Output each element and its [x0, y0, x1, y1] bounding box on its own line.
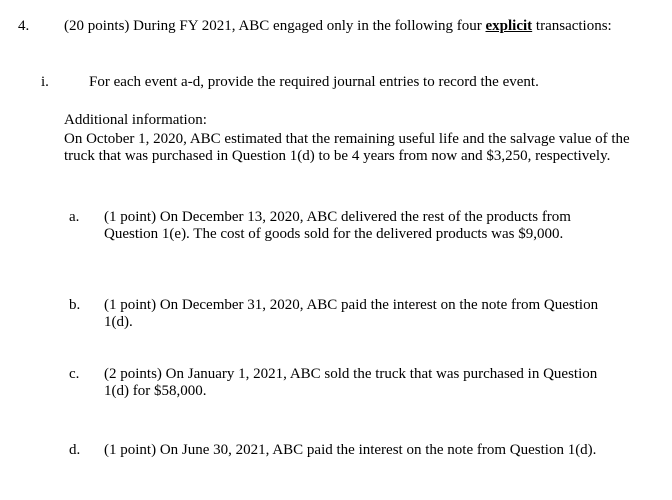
additional-info-body: On October 1, 2020, ABC estimated that the remaining useful life and the salvage value of the truck that was purchased in Question 1(d) to be 4 years from now and $3,250, respectively. [64, 131, 630, 164]
event-c-text: (2 points) On January 1, 2021, ABC sold the truck that was purchased in Question 1(d) for $58,000. [104, 366, 598, 399]
subquestion-number: i. [41, 74, 49, 90]
subquestion-text: For each event a-d, provide the required journal entries to record the event. [89, 74, 539, 90]
additional-info-title: Additional information: [64, 112, 207, 128]
question-text-before: (20 points) During FY 2021, ABC engaged only in the following four [64, 18, 486, 34]
event-d-text: (1 point) On June 30, 2021, ABC paid the interest on the note from Question 1(d). [104, 442, 597, 458]
question-text-after: transactions: [532, 18, 612, 34]
event-b-letter: b. [69, 297, 81, 313]
question-emphasis: explicit [485, 18, 533, 34]
event-a-text: (1 point) On December 13, 2020, ABC delivered the rest of the products from Question 1(e). The cost of goods sold for the delivered products was $9,000. [104, 209, 571, 242]
question-number: 4. [18, 18, 30, 34]
event-d-letter: d. [69, 442, 81, 458]
event-a-letter: a. [69, 209, 80, 225]
event-c-letter: c. [69, 366, 80, 382]
event-b-text: (1 point) On December 31, 2020, ABC paid the interest on the note from Question 1(d). [104, 297, 599, 330]
question-text [64, 18, 624, 35]
